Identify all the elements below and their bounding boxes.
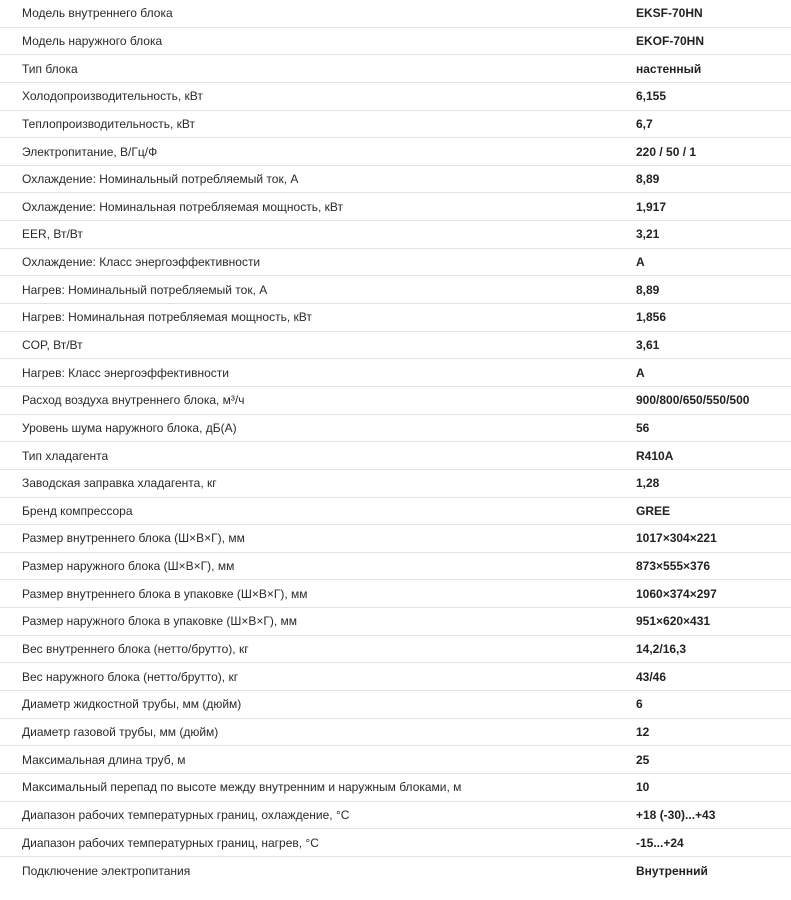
spec-value: 56 (636, 420, 650, 435)
spec-value: 12 (636, 724, 650, 739)
spec-row (0, 138, 791, 166)
spec-row (0, 28, 791, 56)
spec-row (0, 304, 791, 332)
spec-row (0, 802, 791, 830)
spec-row (0, 359, 791, 387)
spec-value: 6,7 (636, 116, 653, 131)
spec-value: 14,2/16,3 (636, 642, 687, 657)
spec-label: Диаметр жидкостной трубы, мм (дюйм) (22, 697, 242, 712)
spec-label: Тип хладагента (22, 448, 109, 463)
spec-value: 1,28 (636, 476, 660, 491)
spec-label: Заводская заправка хладагента, кг (22, 476, 217, 491)
spec-label: Теплопроизводительность, кВт (22, 116, 196, 131)
spec-label: Электропитание, В/Гц/Ф (22, 144, 158, 159)
spec-label: Нагрев: Класс энергоэффективности (22, 365, 229, 380)
spec-value: 8,89 (636, 172, 660, 187)
spec-row (0, 55, 791, 83)
spec-value: 873×555×376 (636, 559, 711, 574)
spec-row (0, 415, 791, 443)
spec-label: Охлаждение: Номинальная потребляемая мощность, кВт (22, 199, 343, 214)
spec-row (0, 608, 791, 636)
spec-row (0, 193, 791, 221)
spec-value: 900/800/650/550/500 (636, 393, 750, 408)
spec-value: настенный (636, 61, 702, 76)
spec-row (0, 857, 791, 885)
spec-label: Расход воздуха внутреннего блока, м³/ч (22, 393, 245, 408)
spec-value: +18 (-30)...+43 (636, 807, 716, 822)
spec-value: 1,856 (636, 310, 667, 325)
spec-row (0, 387, 791, 415)
spec-value: GREE (636, 503, 671, 518)
spec-value: 43/46 (636, 669, 667, 684)
spec-value: R410A (636, 448, 674, 463)
spec-row (0, 166, 791, 194)
spec-value: 8,89 (636, 282, 660, 297)
spec-value: EKOF-70HN (636, 33, 705, 48)
spec-label: Охлаждение: Класс энергоэффективности (22, 255, 261, 270)
spec-value: Внутренний (636, 863, 708, 878)
spec-label: Вес наружного блока (нетто/брутто), кг (22, 669, 239, 684)
spec-value: 951×620×431 (636, 614, 711, 629)
spec-row (0, 719, 791, 747)
spec-label: Размер наружного блока (Ш×В×Г), мм (22, 559, 235, 574)
spec-row (0, 498, 791, 526)
spec-label: Диапазон рабочих температурных границ, охлаждение, °C (22, 807, 350, 822)
spec-row (0, 525, 791, 553)
spec-label: EER, Вт/Вт (22, 227, 83, 242)
spec-label: Модель внутреннего блока (22, 6, 173, 21)
spec-label: Максимальная длина труб, м (22, 752, 186, 767)
spec-label: Подключение электропитания (22, 863, 191, 878)
spec-row (0, 442, 791, 470)
spec-row (0, 0, 791, 28)
spec-value: 10 (636, 780, 650, 795)
spec-label: Размер внутреннего блока (Ш×В×Г), мм (22, 531, 245, 546)
spec-row (0, 746, 791, 774)
spec-label: Размер внутреннего блока в упаковке (Ш×В×Г), мм (22, 586, 308, 601)
spec-label: Модель наружного блока (22, 33, 163, 48)
spec-row (0, 470, 791, 498)
spec-row (0, 111, 791, 139)
spec-label: Максимальный перепад по высоте между внутренним и наружным блоками, м (22, 780, 462, 795)
spec-value: 3,61 (636, 338, 660, 352)
spec-value: 3,21 (636, 227, 660, 242)
spec-value: 1,917 (636, 199, 667, 214)
spec-row (0, 663, 791, 691)
spec-row (0, 774, 791, 802)
spec-row (0, 249, 791, 277)
spec-label: Размер наружного блока в упаковке (Ш×В×Г), мм (22, 614, 298, 629)
spec-label: Нагрев: Номинальный потребляемый ток, А (22, 282, 268, 297)
spec-value: 1017×304×221 (636, 531, 717, 546)
spec-value: -15...+24 (636, 835, 684, 850)
spec-row (0, 221, 791, 249)
spec-value: 220 / 50 / 1 (636, 144, 697, 159)
spec-value: EKSF-70HN (636, 6, 703, 21)
spec-label: Бренд компрессора (22, 503, 133, 518)
spec-row (0, 829, 791, 857)
spec-row (0, 691, 791, 719)
spec-label: Холодопроизводительность, кВт (22, 89, 203, 104)
spec-row (0, 580, 791, 608)
spec-value: A (636, 365, 645, 380)
spec-label: Охлаждение: Номинальный потребляемый ток, А (22, 172, 299, 187)
spec-value: 1060×374×297 (636, 586, 717, 601)
spec-value: 6 (636, 697, 643, 712)
spec-label: COP, Вт/Вт (22, 338, 83, 352)
spec-row (0, 83, 791, 111)
spec-label: Уровень шума наружного блока, дБ(А) (22, 420, 237, 435)
spec-label: Вес внутреннего блока (нетто/брутто), кг (22, 642, 249, 657)
spec-row (0, 636, 791, 664)
spec-label: Диапазон рабочих температурных границ, нагрев, °C (22, 835, 319, 850)
spec-label: Диаметр газовой трубы, мм (дюйм) (22, 724, 219, 739)
spec-value: A (636, 255, 645, 270)
spec-value: 6,155 (636, 89, 667, 104)
spec-value: 25 (636, 752, 650, 767)
spec-label: Нагрев: Номинальная потребляемая мощность, кВт (22, 310, 312, 325)
spec-row (0, 332, 791, 360)
spec-row (0, 276, 791, 304)
spec-row (0, 553, 791, 581)
spec-label: Тип блока (22, 61, 78, 76)
